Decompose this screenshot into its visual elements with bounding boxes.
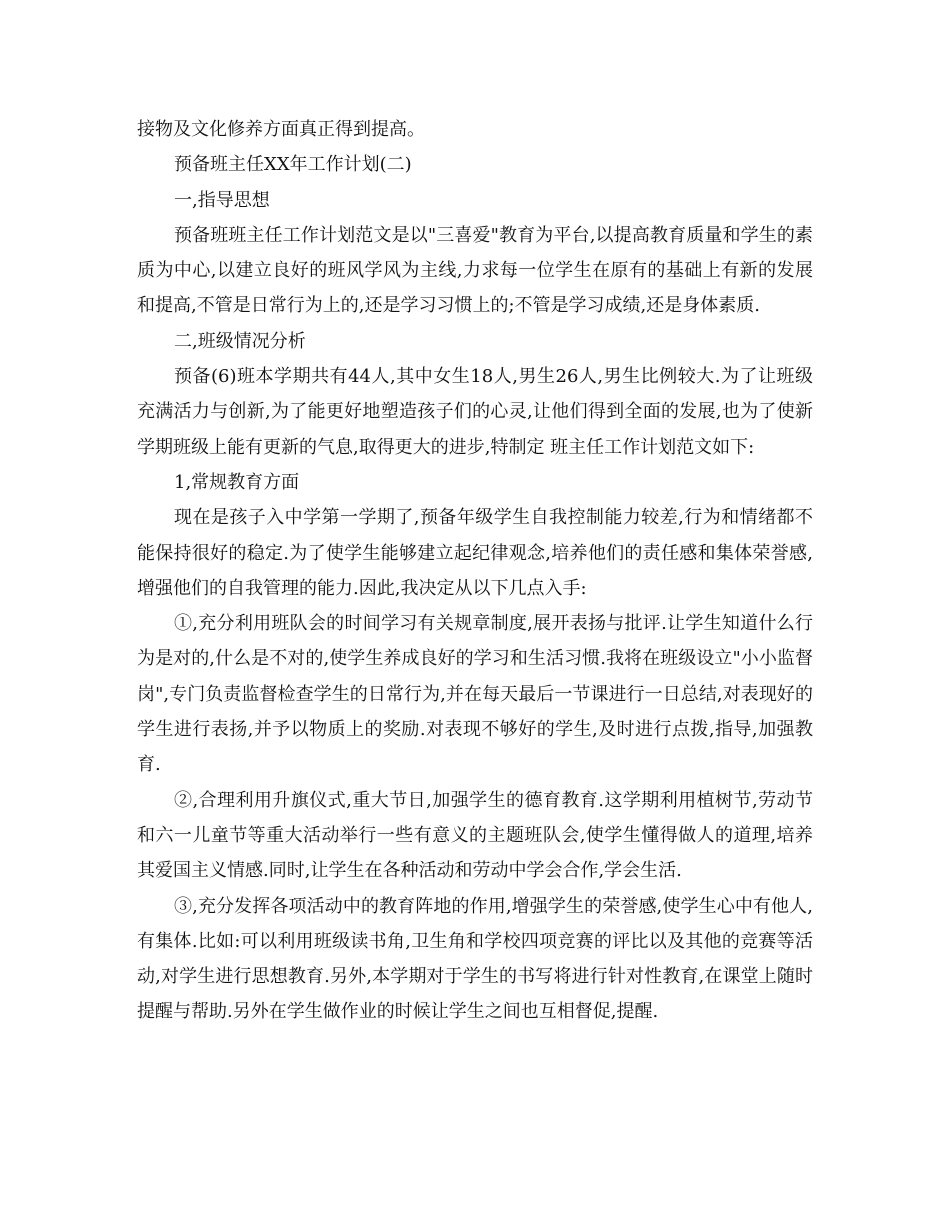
paragraph-item-2: ②,合理利用升旗仪式,重大节日,加强学生的德育教育.这学期利用植树节,劳动节和六一儿童节等重大活动举行一些有意义的主题班队会,使学生懂得做人的道理,培养其爱国主义情感.同时,让学生在各种活动和劳动中学会合作,学会生活.: [137, 789, 813, 882]
paragraph-routine-education: 现在是孩子入中学第一学期了,预备年级学生自我控制能力较差,行为和情绪都不能保持很好的稳定.为了使学生能够建立起纪律观念,培养他们的责任感和集体荣誉感,增强他们的自我管理的能力.因此,我决定从以下几点入手:: [137, 507, 813, 599]
heading-routine-education: 1,常规教育方面: [174, 471, 300, 493]
document-page: [137, 112, 813, 1030]
heading-guiding-ideology: 一,指导思想: [174, 189, 270, 211]
section-title: 预备班主任XX年工作计划(二): [174, 154, 412, 176]
paragraph-guiding-ideology: 预备班班主任工作计划范文是以"三喜爱"教育为平台,以提高教育质量和学生的素质为中心,以建立良好的班风学风为主线,力求每一位学生在原有的基础上有新的发展和提高,不管是日常行为上的,还是学习习惯上的;不管是学习成绩,还是身体素质.: [137, 224, 813, 317]
paragraph-item-1: ①,充分利用班队会的时间学习有关规章制度,展开表扬与批评.让学生知道什么行为是对的,什么是不对的,使学生养成良好的学习和生活习惯.我将在班级设立"小小监督岗",专门负责监督检查学生的日常行为,并在每天最后一节课进行一日总结,对表现好的学生进行表扬,并予以物质上的奖励.对表现不够好的学生,及时进行点拨,指导,加强教育.: [137, 613, 813, 776]
paragraph-class-analysis: 预备(6)班本学期共有44人,其中女生18人,男生26人,男生比例较大.为了让班级充满活力与创新,为了能更好地塑造孩子们的心灵,让他们得到全面的发展,也为了使新学期班级上能有更新的气息,取得更大的进步,特制定 班主任工作计划范文如下:: [137, 366, 813, 458]
paragraph-item-3: ③,充分发挥各项活动中的教育阵地的作用,增强学生的荣誉感,使学生心中有他人,有集体.比如:可以利用班级读书角,卫生角和学校四项竞赛的评比以及其他的竞赛等活动,对学生进行思想教育.另外,本学期对于学生的书写将进行针对性教育,在课堂上随时提醒与帮助.另外在学生做作业的时候让学生之间也互相督促,提醒.: [137, 895, 813, 1023]
paragraph-continuation: 接物及文化修养方面真正得到提高。: [137, 119, 425, 140]
heading-class-analysis: 二,班级情况分析: [174, 330, 306, 352]
